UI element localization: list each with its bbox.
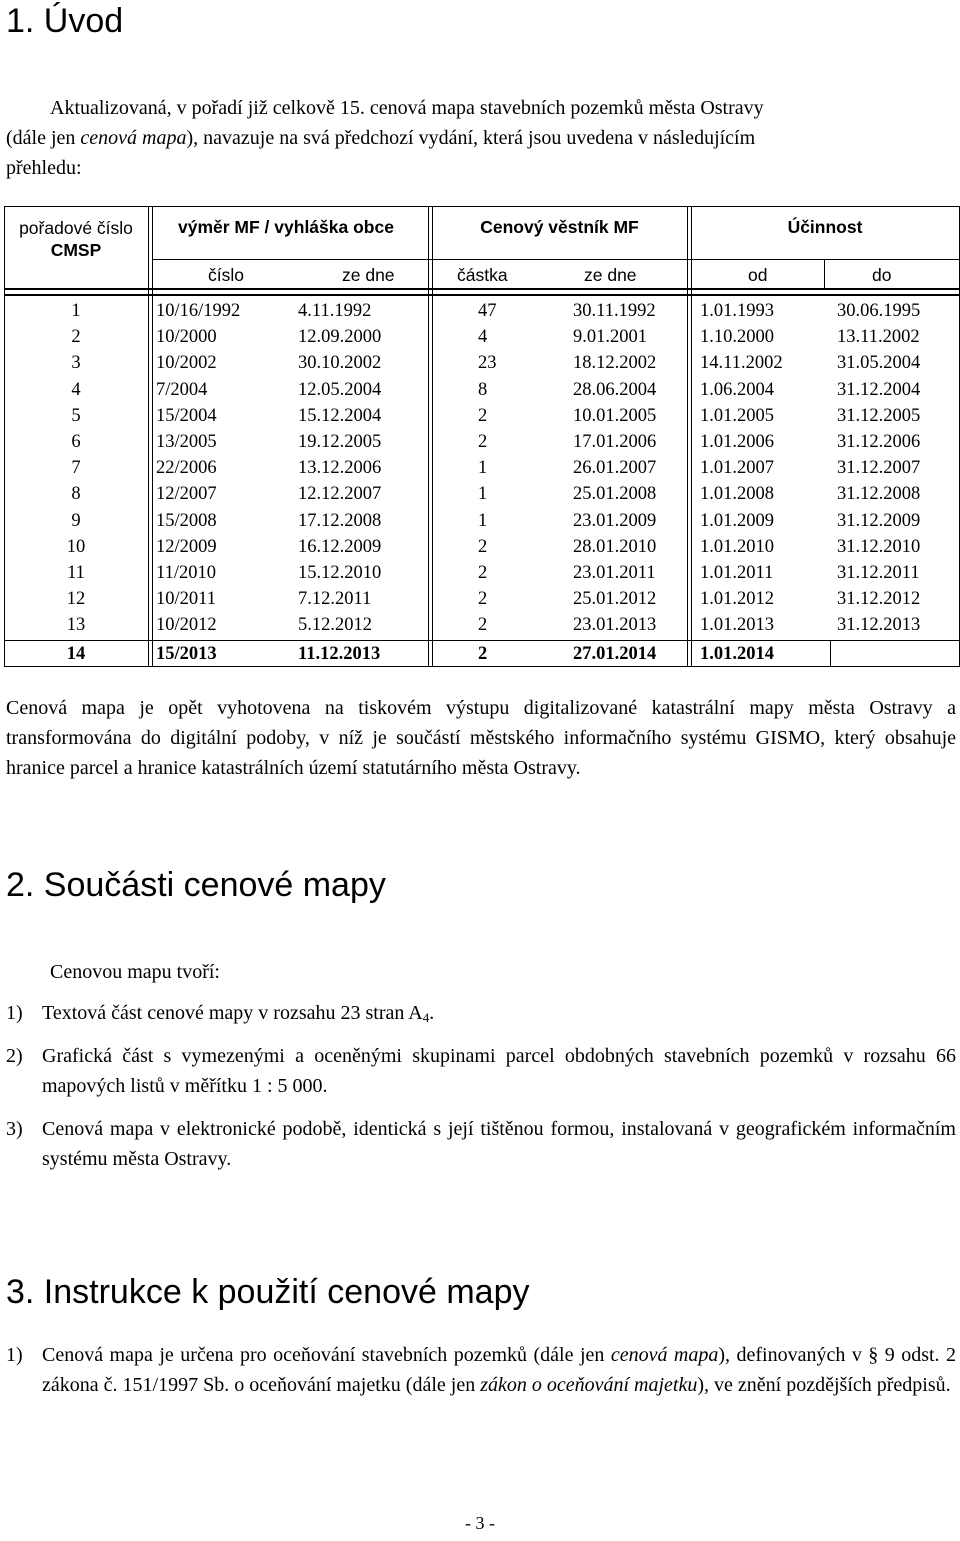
header-zedne: ze dne <box>584 265 637 285</box>
cell-valid-to: 31.12.2012 <box>837 589 921 610</box>
cell-issue-date: 30.11.1992 <box>573 301 656 321</box>
cell-decree-date: 5.12.2012 <box>298 615 372 636</box>
cell-issue: 2 <box>478 432 488 452</box>
list-text: Grafická část s vymezenými a oceněnými skupinami parcel obdobných stavebních pozemků v rozsahu 66 mapových listů v měřítku 1 : 5 000. <box>42 1045 956 1097</box>
list-text-part: Cenová mapa je určena pro oceňování stavebních pozemků (dále jen <box>42 1344 611 1366</box>
section-2-lead: Cenovou mapu tvoří: <box>50 961 220 983</box>
cell-valid-from: 1.06.2004 <box>700 379 774 400</box>
table-line <box>824 259 825 290</box>
subscript: 4 <box>422 1010 430 1025</box>
cell-valid-from: 1.01.2013 <box>700 615 774 636</box>
cell-order: 12 <box>66 589 86 610</box>
intro-emphasis: cenová mapa <box>80 127 187 149</box>
cell-decree-date: 15.12.2004 <box>298 405 382 426</box>
header-vestnik: Cenový věstník MF <box>480 217 639 237</box>
cell-valid-to <box>837 641 959 668</box>
table-row <box>4 403 960 430</box>
table-row <box>4 298 960 325</box>
cell-order: 4 <box>71 379 81 400</box>
cell-issue: 47 <box>478 301 497 321</box>
cell-valid-from: 1.01.2005 <box>700 405 774 426</box>
cell-order: 10 <box>66 536 86 557</box>
list-text-part: ), ve znění pozdějších předpisů. <box>697 1374 951 1396</box>
cell-issue-date: 28.06.2004 <box>573 379 657 400</box>
table-row <box>4 560 960 587</box>
cell-decree-date: 12.05.2004 <box>298 379 382 400</box>
cell-valid-from: 14.11.2002 <box>700 353 783 374</box>
cell-valid-to: 13.11.2002 <box>837 327 920 348</box>
cell-issue: 1 <box>478 458 488 479</box>
cell-issue: 2 <box>478 644 488 664</box>
cell-issue-date: 23.01.2009 <box>573 510 657 531</box>
cell-issue-date: 17.01.2006 <box>573 432 657 452</box>
cell-decree-number: 7/2004 <box>156 379 208 400</box>
cell-decree-number: 10/2012 <box>156 615 217 636</box>
cell-order: 13 <box>66 615 86 636</box>
cell-issue-date: 23.01.2013 <box>573 615 657 636</box>
cell-valid-to: 31.12.2009 <box>837 510 921 531</box>
cell-valid-to: 31.12.2004 <box>837 379 921 400</box>
cell-valid-to: 30.06.1995 <box>837 301 921 321</box>
list-number: 1) <box>6 1344 23 1366</box>
cell-issue: 1 <box>478 510 488 531</box>
cell-valid-to: 31.12.2007 <box>837 458 921 479</box>
table-row <box>4 350 960 377</box>
cell-decree-number: 11/2010 <box>156 563 216 583</box>
cell-decree-number: 22/2006 <box>156 458 217 479</box>
intro-line-2 <box>6 123 956 153</box>
cell-order: 6 <box>71 432 81 452</box>
section-2-title: 2. Součásti cenové mapy <box>6 866 386 904</box>
table-row <box>4 612 960 639</box>
cell-decree-number: 10/2002 <box>156 353 217 374</box>
cell-order: 2 <box>71 327 81 348</box>
table-row <box>4 641 960 668</box>
cell-decree-date: 4.11.1992 <box>298 301 372 321</box>
cell-issue-date: 25.01.2012 <box>573 589 657 610</box>
cell-valid-from: 1.01.2006 <box>700 432 774 452</box>
list-item <box>6 1041 956 1103</box>
cell-valid-from: 1.10.2000 <box>700 327 774 348</box>
list-item <box>6 1340 956 1402</box>
list-emphasis: cenová mapa <box>610 1344 719 1366</box>
cell-order: 14 <box>66 644 86 664</box>
history-table <box>4 206 960 667</box>
page-number: - 3 - <box>465 1513 495 1533</box>
cell-issue-date: 27.01.2014 <box>573 644 657 664</box>
table-row <box>4 481 960 508</box>
cell-decree-number: 12/2009 <box>156 536 217 557</box>
list-text-part: . <box>429 1002 435 1024</box>
cell-issue-date: 25.01.2008 <box>573 484 657 505</box>
cell-issue: 2 <box>478 615 488 636</box>
intro-line-1: Aktualizovaná, v pořadí již celkově 15. cenová mapa stavebních pozemků města Ostravy <box>50 97 764 119</box>
list-text <box>42 1340 956 1400</box>
cell-valid-to: 31.12.2008 <box>837 484 921 505</box>
list-item <box>6 1114 956 1176</box>
table-row <box>4 377 960 404</box>
table-row <box>4 429 960 456</box>
cell-valid-to: 31.12.2013 <box>837 615 921 636</box>
header-castka: částka <box>457 265 508 285</box>
header-order-cmsp: CMSP <box>50 240 102 260</box>
cell-decree-date: 7.12.2011 <box>298 589 372 610</box>
cell-decree-date: 15.12.2010 <box>298 563 382 583</box>
cell-valid-from: 1.01.2012 <box>700 589 774 610</box>
cell-order: 8 <box>71 484 81 505</box>
cell-issue: 2 <box>478 589 488 610</box>
cell-order: 5 <box>71 405 81 426</box>
cell-decree-date: 19.12.2005 <box>298 432 382 452</box>
list-text-part: Textová část cenové mapy v rozsahu 23 stran A <box>42 1002 423 1024</box>
cell-order: 3 <box>71 353 81 374</box>
table-row <box>4 508 960 535</box>
cell-order: 7 <box>71 458 81 479</box>
cell-valid-from: 1.01.2010 <box>700 536 774 557</box>
cell-decree-number: 13/2005 <box>156 432 217 452</box>
section-1-title: 1. Úvod <box>6 2 124 40</box>
list-number: 2) <box>6 1045 23 1067</box>
cell-valid-to: 31.12.2011 <box>837 563 920 583</box>
cell-issue-date: 26.01.2007 <box>573 458 657 479</box>
cell-issue: 23 <box>478 353 497 374</box>
cell-decree-number: 12/2007 <box>156 484 217 505</box>
header-ucinnost: Účinnost <box>787 217 863 237</box>
cell-valid-from: 1.01.2014 <box>700 644 774 664</box>
header-zedne: ze dne <box>342 265 395 285</box>
cell-valid-to: 31.05.2004 <box>837 353 921 374</box>
cell-decree-date: 17.12.2008 <box>298 510 382 531</box>
cell-issue: 2 <box>478 405 488 426</box>
cell-order: 11 <box>67 563 85 583</box>
cell-decree-date: 16.12.2009 <box>298 536 382 557</box>
section-3-title: 3. Instrukce k použití cenové mapy <box>6 1273 530 1311</box>
table-row <box>4 455 960 482</box>
cell-decree-date: 13.12.2006 <box>298 458 382 479</box>
cell-issue-date: 9.01.2001 <box>573 327 647 348</box>
list-number: 3) <box>6 1118 23 1140</box>
cell-issue-date: 28.01.2010 <box>573 536 657 557</box>
cell-decree-number: 15/2008 <box>156 510 217 531</box>
cell-valid-to: 31.12.2005 <box>837 405 921 426</box>
table-row <box>4 586 960 613</box>
intro-line-3: přehledu: <box>6 157 82 179</box>
header-do: do <box>872 265 892 285</box>
list-text <box>42 998 434 1033</box>
intro-paragraph <box>6 93 956 183</box>
cell-valid-to: 31.12.2006 <box>837 432 921 452</box>
cell-valid-from: 1.01.1993 <box>700 301 774 321</box>
cell-valid-from: 1.01.2011 <box>700 563 774 583</box>
cell-decree-number: 10/2011 <box>156 589 216 610</box>
table-row <box>4 324 960 351</box>
cell-decree-number: 10/2000 <box>156 327 217 348</box>
cell-issue: 8 <box>478 379 488 400</box>
table-line <box>152 259 960 260</box>
cell-order: 9 <box>71 510 81 531</box>
cell-issue: 2 <box>478 563 488 583</box>
cell-issue-date: 10.01.2005 <box>573 405 657 426</box>
cell-order: 1 <box>71 301 81 321</box>
cell-issue-date: 18.12.2002 <box>573 353 657 374</box>
cell-decree-number: 15/2004 <box>156 405 217 426</box>
cell-decree-number: 15/2013 <box>156 644 217 664</box>
header-order <box>4 217 148 261</box>
cell-decree-number: 10/16/1992 <box>156 301 241 321</box>
cell-issue: 2 <box>478 536 488 557</box>
header-vymer: výměr MF / vyhláška obce <box>178 217 394 237</box>
list-number: 1) <box>6 1002 23 1024</box>
intro-text: ), navazuje na svá předchozí vydání, která jsou uvedena v následujícím <box>186 127 756 149</box>
cell-decree-date: 11.12.2013 <box>298 644 381 664</box>
cell-decree-date: 30.10.2002 <box>298 353 382 374</box>
cell-valid-from: 1.01.2007 <box>700 458 774 479</box>
cell-valid-from: 1.01.2008 <box>700 484 774 505</box>
cell-valid-to: 31.12.2010 <box>837 536 921 557</box>
cell-issue-date: 23.01.2011 <box>573 563 656 583</box>
intro-text: (dále jen <box>6 127 81 149</box>
map-description-paragraph: Cenová mapa je opět vyhotovena na tiskovém výstupu digitalizované katastrální mapy města Ostravy a transformována do digitální podoby, v níž je součástí městského informačního systému GISMO, který obsahuje hranice parcel a hranice katastrálních území statutárního města Ostravy. <box>6 697 956 779</box>
list-emphasis: zákon o oceňování majetku <box>480 1374 698 1396</box>
list-text: Cenová mapa v elektronické podobě, identická s její tištěnou formou, instalovaná v geografickém informačním systému města Ostravy. <box>42 1118 956 1170</box>
cell-valid-from: 1.01.2009 <box>700 510 774 531</box>
header-order-line: pořadové číslo <box>19 218 133 238</box>
table-row <box>4 534 960 561</box>
header-cislo: číslo <box>208 265 244 285</box>
cell-decree-date: 12.12.2007 <box>298 484 382 505</box>
list-text-part: ), definovaných v § 9 odst. 2 zákona č. 151/1997 Sb. o oceňování majetku (dále jen <box>42 1344 957 1396</box>
cell-decree-date: 12.09.2000 <box>298 327 382 348</box>
header-od: od <box>748 265 768 285</box>
cell-issue: 1 <box>478 484 488 505</box>
cell-issue: 4 <box>478 327 488 348</box>
